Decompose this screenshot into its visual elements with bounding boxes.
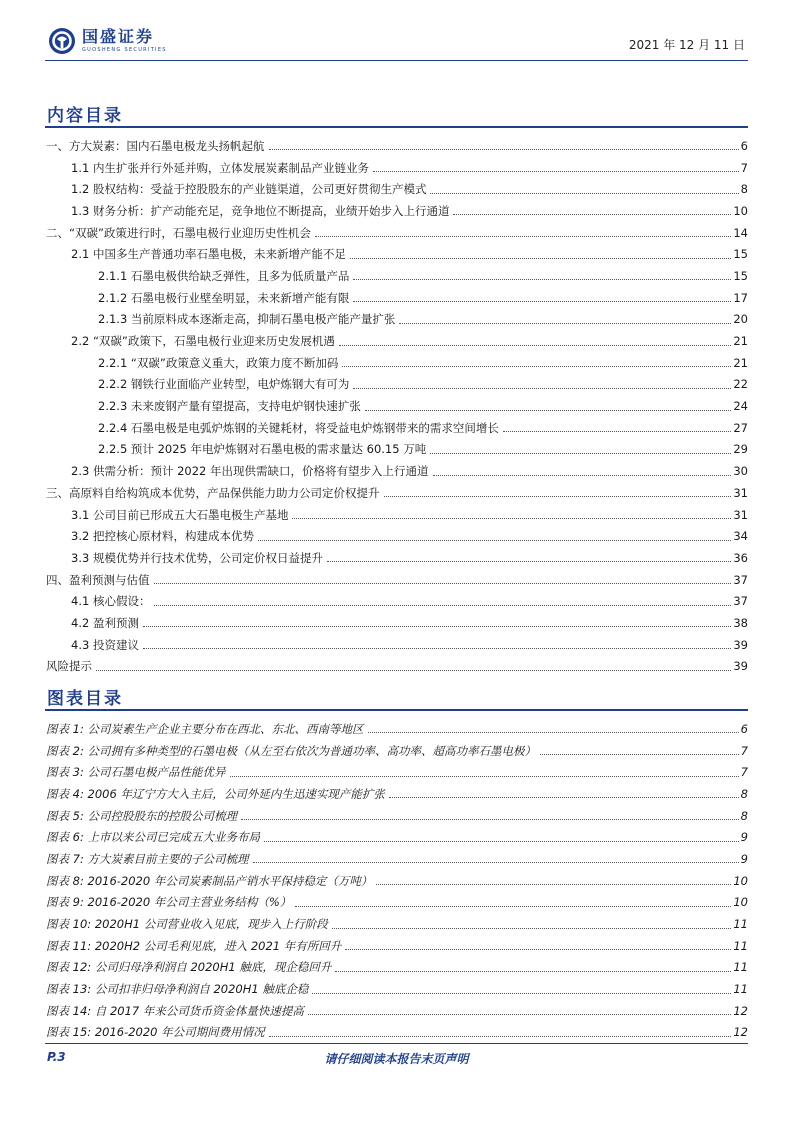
dot-leader — [433, 475, 732, 476]
dot-leader — [399, 323, 731, 324]
page-number: P.3 — [47, 1050, 66, 1064]
figure-entry-label: 图表 7: 方大炭素目前主要的子公司梳理 — [46, 851, 249, 866]
toc-entry-page: 15 — [733, 268, 748, 283]
toc-entry-page: 17 — [733, 290, 748, 305]
dot-leader — [540, 754, 739, 755]
toc-entry-page: 20 — [733, 312, 748, 327]
toc-entry-label: 1.2 股权结构：受益于控股股东的产业链渠道，公司更好贯彻生产模式 — [71, 182, 427, 197]
dot-leader — [154, 583, 732, 584]
header-divider — [45, 60, 748, 61]
toc-entry-label: 2.1 中国多生产普通功率石墨电极，未来新增产能不足 — [71, 247, 346, 262]
dot-leader — [430, 453, 731, 454]
dot-leader — [292, 518, 731, 519]
toc-entry[interactable] — [46, 265, 748, 287]
dot-leader — [327, 561, 731, 562]
figure-entry-label: 图表 3: 公司石墨电极产品性能优异 — [46, 765, 226, 780]
toc-entry[interactable] — [46, 547, 748, 569]
contents-title-rule — [45, 126, 748, 128]
figure-entry-page: 8 — [740, 786, 748, 801]
figure-entry-page: 7 — [740, 765, 748, 780]
figure-entry-page: 11 — [733, 917, 748, 932]
toc-entry[interactable] — [46, 525, 748, 547]
figure-entry-label: 图表 14: 自 2017 年来公司货币资金体量快速提高 — [46, 1003, 304, 1018]
toc-entry[interactable] — [46, 352, 748, 374]
logo-text-en: GUOSHENG SECURITIES — [82, 47, 167, 53]
dot-leader — [350, 258, 731, 259]
toc-entry-label: 2.3 供需分析：预计 2022 年出现供需缺口，价格将有望步入上行通道 — [71, 464, 429, 479]
toc-entry-page: 7 — [740, 160, 748, 175]
toc-entry-page: 10 — [733, 203, 748, 218]
dot-leader — [335, 971, 731, 972]
toc-entry-page: 30 — [733, 464, 748, 479]
dot-leader — [353, 388, 731, 389]
figure-entry[interactable] — [46, 1000, 748, 1022]
toc-entry-page: 38 — [733, 615, 748, 630]
dot-leader — [295, 906, 731, 907]
toc-entry-label: 3.3 规模优势并行技术优势，公司定价权日益提升 — [71, 550, 323, 565]
figure-entry[interactable] — [46, 718, 748, 740]
toc-entry[interactable] — [46, 656, 748, 678]
figure-entry-page: 9 — [740, 851, 748, 866]
toc-entry-label: 四、盈利预测与估值 — [46, 572, 150, 587]
toc-entry-page: 37 — [733, 572, 748, 587]
toc-entry[interactable] — [46, 178, 748, 200]
toc-entry-label: 三、高原料自给构筑成本优势，产品保供能力助力公司定价权提升 — [46, 485, 380, 500]
dot-leader — [253, 862, 739, 863]
toc-entry-page: 14 — [733, 225, 748, 240]
figure-entry-label: 图表 10: 2020H1 公司营业收入见底，现步入上行阶段 — [46, 917, 328, 932]
dot-leader — [503, 431, 731, 432]
figure-entry[interactable] — [46, 805, 748, 827]
figure-entry-label: 图表 11: 2020H2 公司毛利见底，进入 2021 年有所回升 — [46, 938, 342, 953]
toc-entry[interactable] — [46, 135, 748, 157]
toc-entry[interactable] — [46, 222, 748, 244]
dot-leader — [365, 410, 731, 411]
dot-leader — [342, 366, 731, 367]
figure-entry[interactable] — [46, 957, 748, 979]
figure-entry-page: 11 — [733, 938, 748, 953]
dot-leader — [96, 670, 731, 671]
dot-leader — [353, 301, 731, 302]
toc-entry[interactable] — [46, 569, 748, 591]
dot-leader — [453, 214, 731, 215]
contents-list — [46, 135, 748, 677]
figure-entry-page: 11 — [733, 982, 748, 997]
dot-leader — [345, 949, 731, 950]
toc-entry-label: 4.1 核心假设： — [71, 594, 151, 609]
dot-leader — [241, 819, 739, 820]
toc-entry[interactable] — [46, 634, 748, 656]
dot-leader — [308, 1014, 731, 1015]
toc-entry[interactable] — [46, 200, 748, 222]
toc-entry-page: 6 — [740, 138, 748, 153]
toc-entry-page: 39 — [733, 637, 748, 652]
toc-entry-page: 29 — [733, 442, 748, 457]
toc-entry-label: 2.2 “双碳”政策下，石墨电极行业迎来历史发展机遇 — [71, 334, 335, 349]
footer-divider — [45, 1043, 748, 1044]
figure-entry-label: 图表 13: 公司扣非归母净利润自 2020H1 触底企稳 — [46, 982, 309, 997]
figure-entry[interactable] — [46, 913, 748, 935]
toc-entry[interactable] — [46, 157, 748, 179]
toc-entry-label: 2.1.3 当前原料成本逐渐走高，抑制石墨电极产能产量扩张 — [98, 312, 396, 327]
dot-leader — [376, 884, 731, 885]
company-logo — [48, 24, 167, 58]
figure-entry[interactable] — [46, 892, 748, 914]
toc-entry-label: 2.1.1 石墨电极供给缺乏弹性，且多为低质量产品 — [98, 268, 350, 283]
toc-entry-page: 31 — [733, 507, 748, 522]
dot-leader — [230, 776, 739, 777]
toc-entry-label: 3.1 公司目前已形成五大石墨电极生产基地 — [71, 507, 289, 522]
toc-entry-page: 39 — [733, 659, 748, 674]
contents-title: 内容目录 — [47, 106, 123, 126]
toc-entry-page: 31 — [733, 485, 748, 500]
figure-entry-page: 9 — [740, 830, 748, 845]
toc-entry-label: 2.2.2 钢铁行业面临产业转型，电炉炼钢大有可为 — [98, 377, 350, 392]
toc-entry-page: 21 — [733, 334, 748, 349]
figure-entry[interactable] — [46, 761, 748, 783]
figure-entry-page: 11 — [733, 960, 748, 975]
toc-entry-page: 15 — [733, 247, 748, 262]
figures-list — [46, 718, 748, 1043]
figure-entry-label: 图表 4: 2006 年辽宁方大入主后，公司外延内生迅速实现产能扩张 — [46, 786, 385, 801]
toc-entry-page: 8 — [740, 182, 748, 197]
toc-entry[interactable] — [46, 504, 748, 526]
toc-entry-page: 36 — [733, 550, 748, 565]
toc-entry-page: 34 — [733, 529, 748, 544]
toc-entry-label: 二、“双碳”政策进行时，石墨电极行业迎历史性机会 — [46, 225, 311, 240]
toc-entry[interactable] — [46, 287, 748, 309]
figure-entry[interactable] — [46, 783, 748, 805]
toc-entry[interactable] — [46, 395, 748, 417]
figures-title: 图表目录 — [47, 689, 123, 709]
figure-entry-label: 图表 9: 2016-2020 年公司主营业务结构（%） — [46, 895, 292, 910]
report-date: 2021 年 12 月 11 日 — [628, 38, 745, 52]
toc-entry[interactable] — [46, 417, 748, 439]
figure-entry-label: 图表 8: 2016-2020 年公司炭素制品产销水平保持稳定（万吨） — [46, 873, 373, 888]
toc-entry-label: 2.2.4 石墨电极是电弧炉炼钢的关键耗材，将受益电炉炼钢带来的需求空间增长 — [98, 420, 499, 435]
toc-entry[interactable] — [46, 243, 748, 265]
toc-entry[interactable] — [46, 612, 748, 634]
footer-disclaimer: 请仔细阅读本报告末页声明 — [324, 1052, 469, 1066]
figure-entry-label: 图表 12: 公司归母净利润自 2020H1 触底，现企稳回升 — [46, 960, 332, 975]
figure-entry-page: 12 — [733, 1025, 748, 1040]
dot-leader — [332, 928, 732, 929]
figures-title-rule — [45, 709, 748, 711]
toc-entry-label: 2.2.5 预计 2025 年电炉炼钢对石墨电极的需求量达 60.15 万吨 — [98, 442, 427, 457]
dot-leader — [353, 279, 731, 280]
figure-entry[interactable] — [46, 740, 748, 762]
toc-entry-page: 27 — [733, 420, 748, 435]
dot-leader — [269, 1036, 732, 1037]
toc-entry[interactable] — [46, 460, 748, 482]
toc-entry-label: 一、方大炭素：国内石墨电极龙头扬帆起航 — [46, 138, 265, 153]
toc-entry[interactable] — [46, 374, 748, 396]
figure-entry-label: 图表 6: 上市以来公司已完成五大业务布局 — [46, 830, 261, 845]
toc-entry-label: 2.2.1 “双碳”政策意义重大，政策力度不断加码 — [98, 355, 339, 370]
figure-entry[interactable] — [46, 870, 748, 892]
toc-entry[interactable] — [46, 590, 748, 612]
dot-leader — [143, 626, 731, 627]
toc-entry-label: 1.1 内生扩张并行外延并购，立体发展炭素制品产业链业务 — [71, 160, 369, 175]
toc-entry-page: 24 — [733, 399, 748, 414]
figure-entry-page: 7 — [740, 743, 748, 758]
figure-entry[interactable] — [46, 978, 748, 1000]
dot-leader — [269, 149, 739, 150]
dot-leader — [264, 841, 739, 842]
figure-entry[interactable] — [46, 826, 748, 848]
toc-entry[interactable] — [46, 330, 748, 352]
figure-entry-page: 10 — [733, 895, 748, 910]
toc-entry-label: 3.2 把控核心原材料，构建成本优势 — [71, 529, 254, 544]
figure-entry-label: 图表 15: 2016-2020 年公司期间费用情况 — [46, 1025, 265, 1040]
toc-entry[interactable] — [46, 439, 748, 461]
toc-entry-label: 1.3 财务分析：扩产动能充足，竞争地位不断提高，业绩开始步入上行通道 — [71, 203, 450, 218]
figure-entry-page: 12 — [733, 1003, 748, 1018]
dot-leader — [258, 540, 731, 541]
toc-entry-label: 4.3 投资建议 — [71, 637, 139, 652]
page-header — [0, 0, 793, 62]
dot-leader — [368, 732, 739, 733]
logo-text-cn: 国盛证券 — [82, 27, 155, 46]
dot-leader — [315, 236, 731, 237]
dot-leader — [373, 171, 739, 172]
figure-entry-label: 图表 2: 公司拥有多种类型的石墨电极（从左至右依次为普通功率、高功率、超高功率石墨电极） — [46, 743, 536, 758]
figure-entry[interactable] — [46, 1022, 748, 1044]
dot-leader — [389, 797, 739, 798]
toc-entry-page: 37 — [733, 594, 748, 609]
figure-entry[interactable] — [46, 848, 748, 870]
dot-leader — [430, 193, 738, 194]
guosheng-logo-icon — [48, 27, 76, 55]
toc-entry-label: 4.2 盈利预测 — [71, 615, 139, 630]
dot-leader — [154, 605, 731, 606]
figure-entry-page: 6 — [740, 721, 748, 736]
toc-entry-label: 风险提示 — [46, 659, 92, 674]
dot-leader — [339, 345, 732, 346]
toc-entry[interactable] — [46, 309, 748, 331]
figure-entry-label: 图表 1: 公司炭素生产企业主要分布在西北、东北、西南等地区 — [46, 721, 364, 736]
toc-entry-page: 21 — [733, 355, 748, 370]
dot-leader — [143, 648, 731, 649]
dot-leader — [312, 993, 731, 994]
toc-entry-label: 2.1.2 石墨电极行业壁垒明显，未来新增产能有限 — [98, 290, 350, 305]
toc-entry-page: 22 — [733, 377, 748, 392]
figure-entry[interactable] — [46, 935, 748, 957]
toc-entry-label: 2.2.3 未来废钢产量有望提高，支持电炉钢快速扩张 — [98, 399, 361, 414]
figure-entry-page: 8 — [740, 808, 748, 823]
dot-leader — [384, 496, 732, 497]
figure-entry-page: 10 — [733, 873, 748, 888]
figure-entry-label: 图表 5: 公司控股股东的控股公司梳理 — [46, 808, 238, 823]
toc-entry[interactable] — [46, 482, 748, 504]
